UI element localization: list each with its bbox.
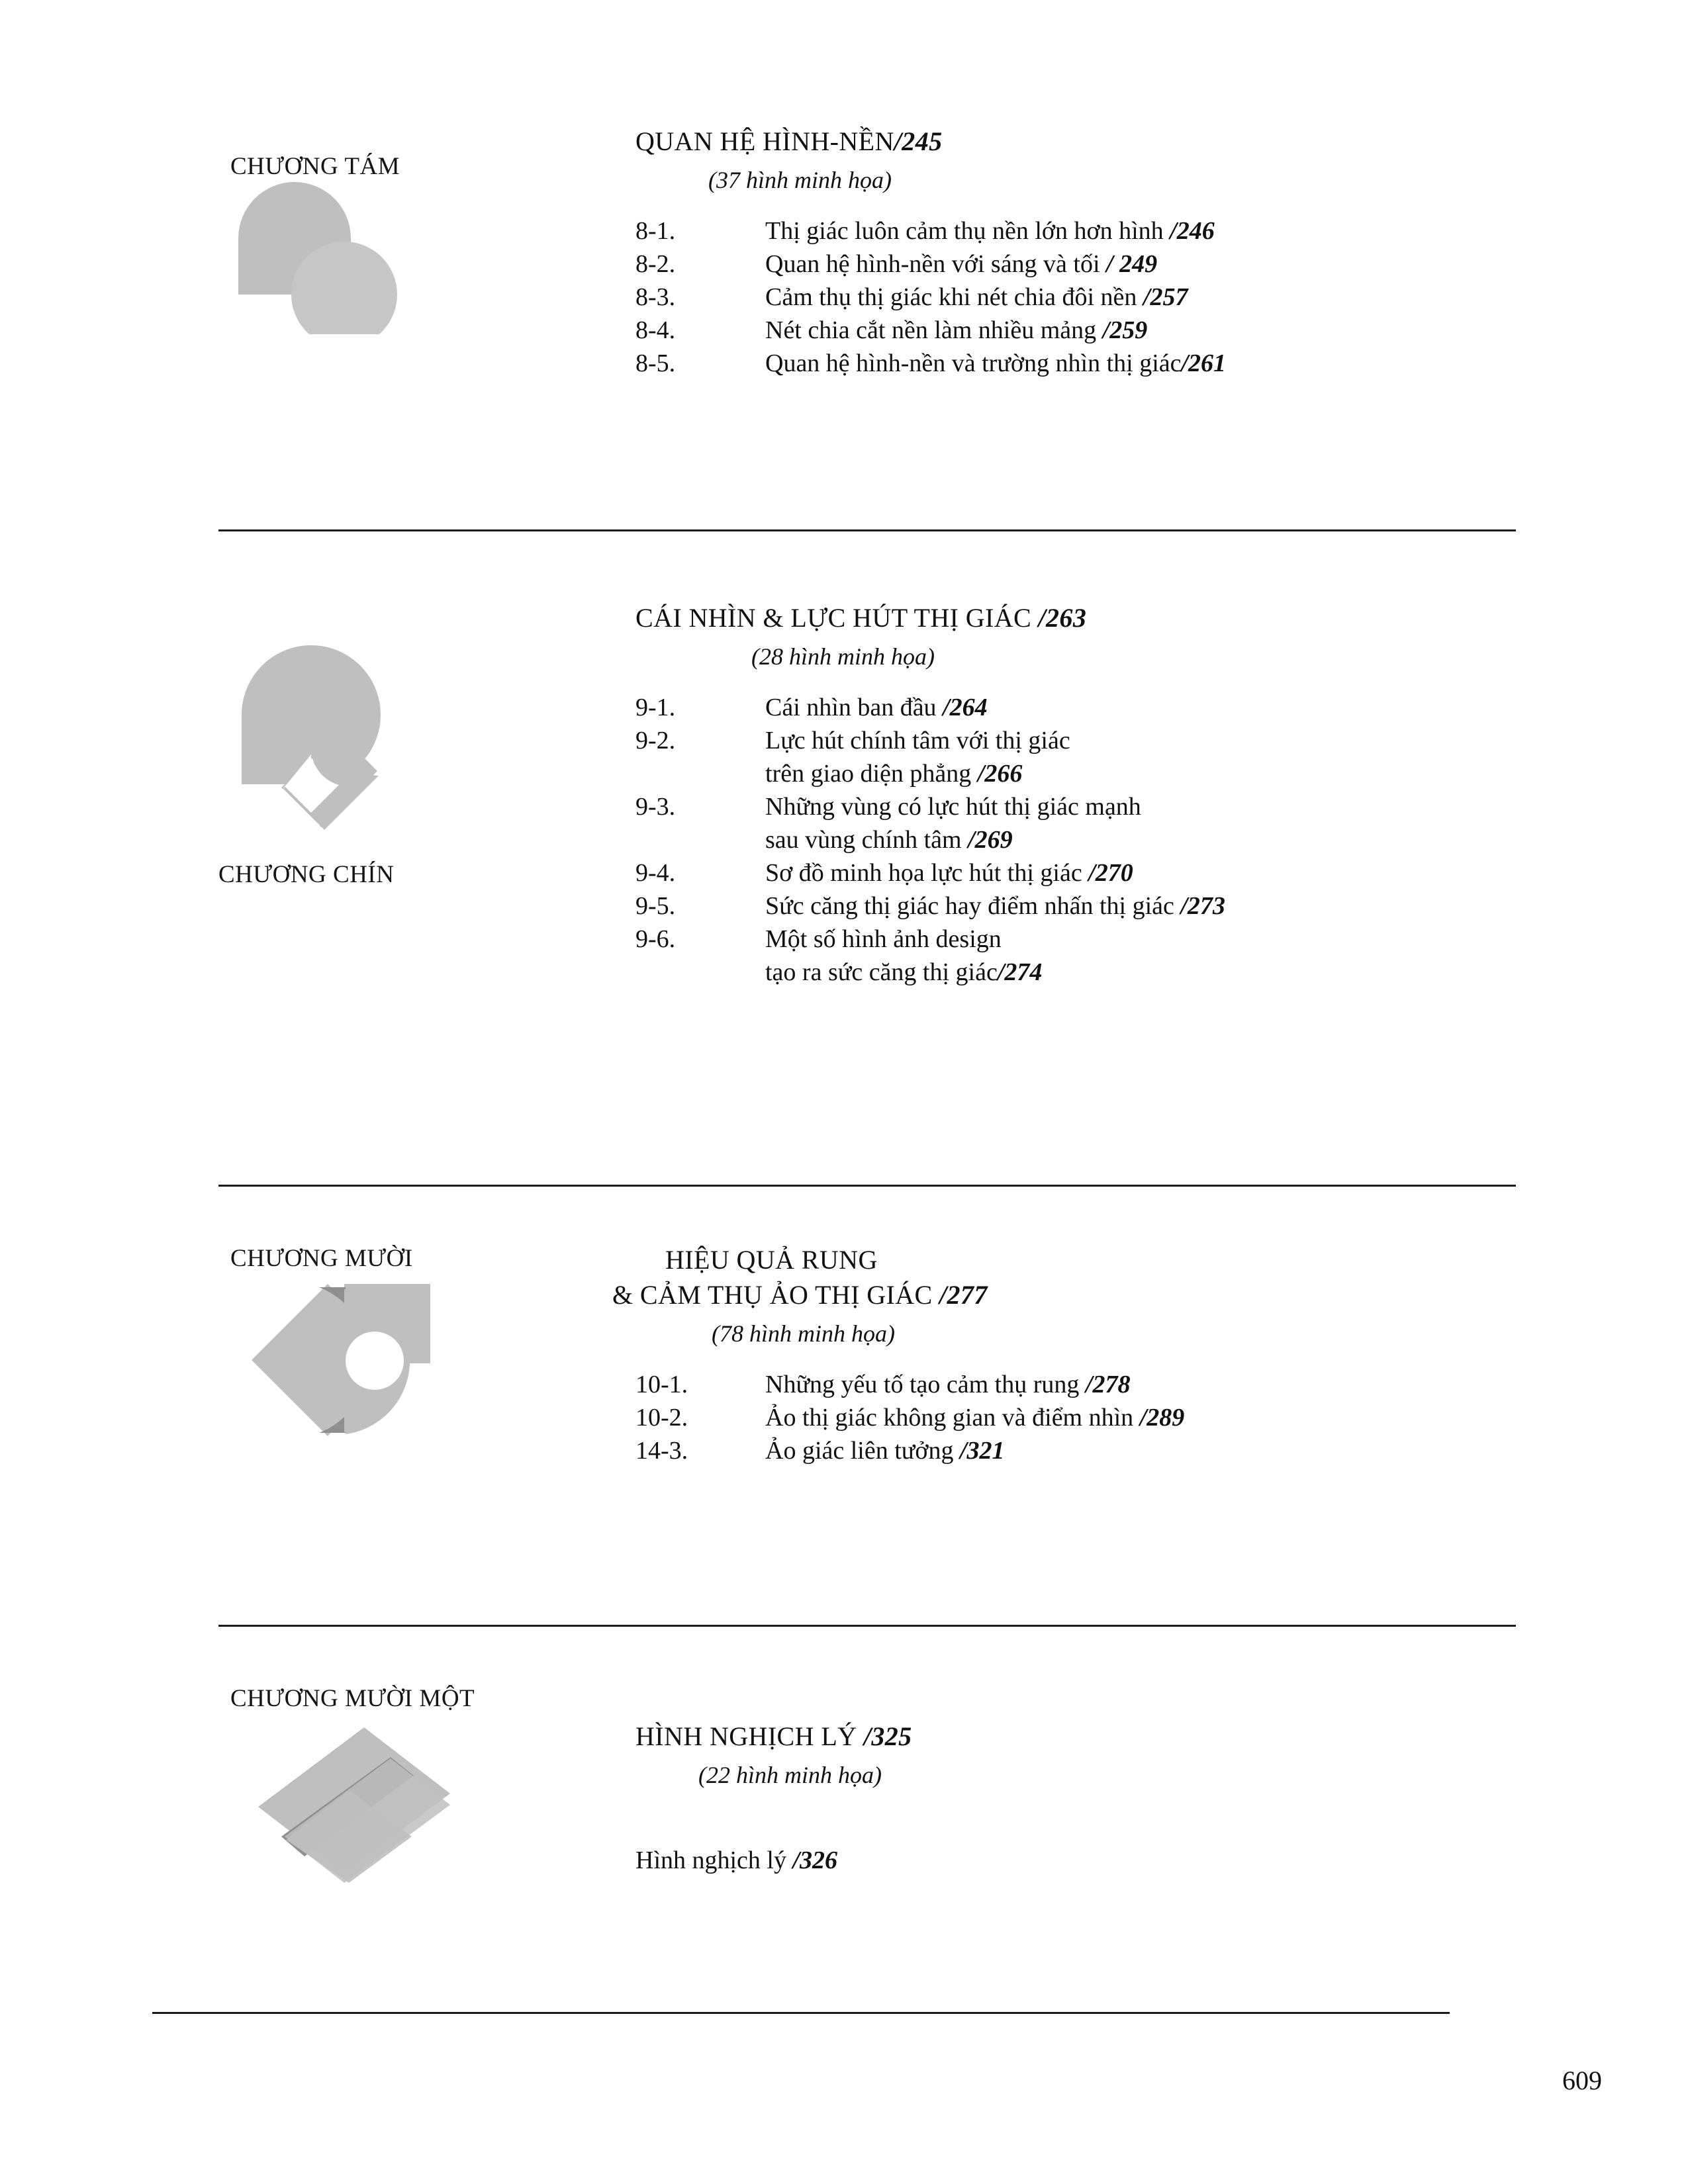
- toc-entry[interactable]: [635, 925, 1595, 954]
- toc-entry-title: Ảo thị giác không gian và điểm nhìn: [765, 1404, 1140, 1432]
- toc-list-ten: [635, 1370, 1595, 1465]
- chapter-title-page: /263: [1038, 603, 1087, 633]
- toc-entry-page: /266: [977, 760, 1023, 788]
- toc-entry-title: Quan hệ hình-nền và trường nhìn thị giác: [765, 349, 1182, 377]
- toc-entry-title: Cảm thụ thị giác khi nét chia đôi nền: [765, 283, 1143, 311]
- toc-entry-number: 8-2.: [635, 250, 676, 278]
- toc-entry-text: [765, 349, 1226, 378]
- toc-entry-title: Hình nghịch lý: [635, 1846, 793, 1874]
- toc-entry-page: /326: [792, 1846, 838, 1874]
- chapter-label-nine: CHƯƠNG CHÍN: [218, 861, 395, 888]
- toc-entry-text: [765, 693, 988, 722]
- page-number: 609: [1562, 2066, 1602, 2095]
- chapter-title-eleven: [635, 1721, 1595, 1752]
- toc-entry-page: /278: [1085, 1371, 1131, 1398]
- toc-entry[interactable]: [635, 693, 1595, 722]
- toc-entry-text: Một số hình ảnh design: [765, 925, 1002, 953]
- chapter-title-nine: [635, 602, 1595, 633]
- toc-entry[interactable]: [635, 283, 1575, 312]
- toc-entry[interactable]: [635, 1436, 1595, 1465]
- toc-entry-number: 8-4.: [635, 316, 676, 344]
- toc-entry-page: /273: [1180, 892, 1225, 920]
- toc-entry-continuation-text: trên giao diện phẳng: [765, 760, 978, 788]
- toc-entry-plain[interactable]: [635, 1846, 1595, 1875]
- toc-entry-continuation-text: tạo ra sức căng thị giác: [765, 958, 998, 986]
- toc-entry-text: [765, 250, 1157, 279]
- toc-entry-page: /264: [943, 694, 988, 721]
- chapter-title-text: CÁI NHÌN & LỰC HÚT THỊ GIÁC: [635, 603, 1032, 633]
- toc-entry-title: Ảo giác liên tưởng: [765, 1437, 960, 1465]
- chapter-title-page: /277: [939, 1280, 988, 1310]
- toc-entry-page: /289: [1139, 1404, 1185, 1432]
- toc-entry-number: 9-1.: [635, 694, 676, 721]
- toc-entry[interactable]: [635, 726, 1595, 755]
- toc-entry-continuation: [635, 759, 1595, 788]
- toc-entry-text: [765, 1436, 1005, 1465]
- toc-entry-number: 9-2.: [635, 727, 676, 754]
- toc-entry-number: 8-5.: [635, 349, 676, 377]
- chapter-label-eleven: CHƯƠNG MƯỜI MỘT: [230, 1685, 475, 1712]
- chapter-title-ten-line2: [612, 1279, 1595, 1310]
- toc-entry-number: 9-4.: [635, 859, 676, 887]
- toc-entry-page: / 249: [1106, 250, 1158, 278]
- chapter-body-ten: [612, 1244, 1595, 1469]
- chapter-subtitle-ten: (78 hình minh họa): [712, 1320, 895, 1347]
- toc-entry-text: [765, 858, 1133, 887]
- toc-entry-continuation: [635, 825, 1595, 854]
- toc-entry-continuation: [635, 958, 1595, 987]
- section-divider: [218, 1625, 1516, 1627]
- toc-entry-number: 8-3.: [635, 283, 676, 311]
- section-divider: [218, 1185, 1516, 1187]
- toc-entry-page: /257: [1143, 283, 1188, 311]
- toc-entry[interactable]: [635, 250, 1575, 279]
- chapter-subtitle-nine: (28 hình minh họa): [751, 643, 935, 670]
- toc-entry-number: 9-6.: [635, 925, 676, 953]
- toc-list-eight: [635, 216, 1575, 378]
- toc-entry-page: /274: [997, 958, 1043, 986]
- toc-entry[interactable]: [635, 216, 1575, 246]
- toc-entry-title: Cái nhìn ban đầu: [765, 694, 943, 721]
- toc-entry-number: 10-1.: [635, 1371, 688, 1398]
- toc-entry-page: /269: [968, 826, 1013, 854]
- chapter-title-page: /325: [863, 1721, 912, 1751]
- toc-entry-text: [765, 1403, 1184, 1432]
- section-divider: [218, 529, 1516, 531]
- chapter-label-ten: CHƯƠNG MƯỜI: [230, 1245, 413, 1272]
- toc-list-nine: [635, 693, 1595, 987]
- chapter-body-nine: [635, 602, 1595, 991]
- toc-entry-number: 9-5.: [635, 892, 676, 920]
- toc-entry-page: /259: [1102, 316, 1148, 344]
- toc-entry-text: [765, 316, 1147, 345]
- toc-entry-title: Nét chia cắt nền làm nhiều mảng: [765, 316, 1103, 344]
- toc-entry-page: /270: [1088, 859, 1133, 887]
- toc-entry-title: Quan hệ hình-nền với sáng và tối: [765, 250, 1107, 278]
- chapter-subtitle-eleven: (22 hình minh họa): [698, 1762, 882, 1788]
- chapter-title-text: QUAN HỆ HÌNH-NỀN: [635, 126, 894, 156]
- chapter-title-ten-line1: HIỆU QUẢ RUNG: [665, 1245, 878, 1275]
- toc-entry[interactable]: [635, 891, 1595, 921]
- teardrop-with-notch-icon: [232, 635, 450, 854]
- toc-entry-text: [765, 216, 1215, 246]
- toc-entry-continuation-text: sau vùng chính tâm: [765, 826, 968, 854]
- toc-entry-page: /246: [1170, 217, 1215, 245]
- toc-entry-page: /261: [1181, 349, 1227, 377]
- toc-entry-text: Lực hút chính tâm với thị giác: [765, 727, 1070, 754]
- toc-entry-text: [765, 891, 1225, 921]
- toc-entry[interactable]: [635, 349, 1575, 378]
- toc-entry-title: Sức căng thị giác hay điểm nhấn thị giác: [765, 892, 1181, 920]
- toc-entry-page: /321: [959, 1437, 1005, 1465]
- toc-entry[interactable]: [635, 1403, 1595, 1432]
- toc-entry-number: 8-1.: [635, 217, 676, 245]
- arrow-shape-with-ring-icon: [245, 1277, 463, 1443]
- circle-and-overlapping-circle-icon: [232, 175, 450, 334]
- toc-entry-title: Sơ đồ minh họa lực hút thị giác: [765, 859, 1089, 887]
- toc-entry[interactable]: [635, 1370, 1595, 1399]
- chapter-title-eight: [635, 126, 1575, 157]
- toc-entry-number: 14-3.: [635, 1437, 688, 1465]
- chapter-body-eleven: [635, 1721, 1595, 1875]
- chapter-label-eight: CHƯƠNG TÁM: [230, 153, 400, 180]
- toc-entry-number: 10-2.: [635, 1404, 688, 1432]
- toc-entry-text: [765, 1370, 1130, 1399]
- toc-entry-text: Những vùng có lực hút thị giác mạnh: [765, 793, 1141, 821]
- toc-entry-number: 9-3.: [635, 793, 676, 821]
- toc-entry-title: Thị giác luôn cảm thụ nền lớn hơn hình: [765, 217, 1170, 245]
- toc-entry[interactable]: [635, 858, 1595, 887]
- chapter-title-text: HÌNH NGHỊCH LÝ: [635, 1721, 864, 1751]
- chapter-title-page: /245: [894, 126, 943, 156]
- chapter-body-eight: [635, 126, 1575, 382]
- chapter-subtitle-eight: (37 hình minh họa): [708, 167, 892, 193]
- toc-entry-title: Những yếu tố tạo cảm thụ rung: [765, 1371, 1086, 1398]
- toc-entry[interactable]: [635, 792, 1595, 821]
- tilted-parallelogram-icon: [245, 1714, 463, 1913]
- toc-entry[interactable]: [635, 316, 1575, 345]
- chapter-title-text: & CẢM THỤ ẢO THỊ GIÁC: [612, 1280, 939, 1310]
- section-divider-bottom: [152, 2012, 1450, 2014]
- toc-entry-text: [765, 283, 1188, 312]
